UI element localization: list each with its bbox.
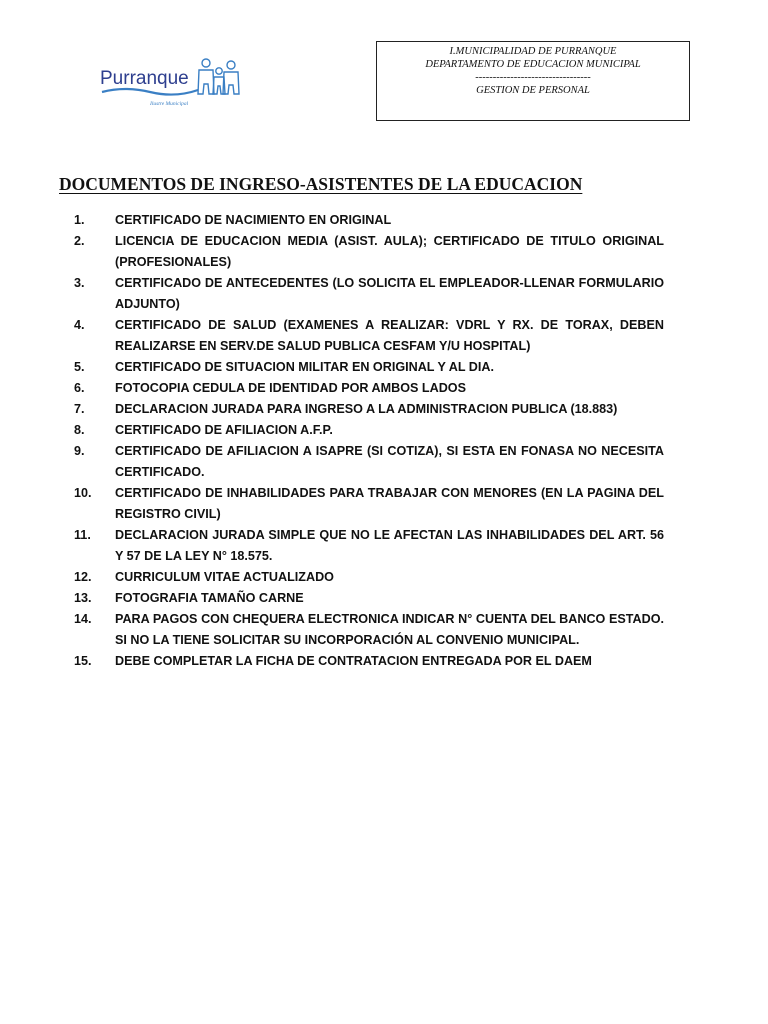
requirement-number: 13. xyxy=(74,591,92,605)
requirement-text: PARA PAGOS CON CHEQUERA ELECTRONICA INDICAR N° CUENTA DEL BANCO ESTADO. SI NO LA TIENE SOLICITAR SU INCORPORACIÓN AL CONVENIO MUNICIPAL. xyxy=(115,612,664,647)
requirement-item xyxy=(74,609,664,651)
requirement-item xyxy=(74,420,664,441)
requirement-number: 2. xyxy=(74,234,85,248)
header-separator: --------------------------------- xyxy=(475,72,591,83)
requirements-list xyxy=(74,210,664,672)
requirement-number: 1. xyxy=(74,213,85,227)
requirement-text: LICENCIA DE EDUCACION MEDIA (ASIST. AULA); CERTIFICADO DE TITULO ORIGINAL (PROFESIONALES) xyxy=(115,234,664,269)
logo-wave-icon xyxy=(102,89,198,95)
requirement-item xyxy=(74,483,664,525)
logo-tagline: Ilustre Municipal xyxy=(150,101,189,107)
requirement-text: FOTOGRAFIA TAMAÑO CARNE xyxy=(115,591,304,605)
requirement-text: DECLARACION JURADA PARA INGRESO A LA ADMINISTRACION PUBLICA (18.883) xyxy=(115,402,618,416)
requirement-item xyxy=(74,210,664,231)
requirement-item xyxy=(74,651,664,672)
requirement-number: 15. xyxy=(74,654,92,668)
document-title: DOCUMENTOS DE INGRESO-ASISTENTES DE LA EDUCACION xyxy=(59,174,583,194)
requirement-text: CERTIFICADO DE NACIMIENTO EN ORIGINAL xyxy=(115,213,392,227)
requirement-number: 12. xyxy=(74,570,92,584)
requirement-text: CURRICULUM VITAE ACTUALIZADO xyxy=(115,570,334,584)
requirement-number: 10. xyxy=(74,486,92,500)
requirement-item xyxy=(74,378,664,399)
requirement-item xyxy=(74,588,664,609)
requirement-text: CERTIFICADO DE AFILIACION A.F.P. xyxy=(115,423,333,437)
requirement-item xyxy=(74,525,664,567)
requirement-text: CERTIFICADO DE SITUACION MILITAR EN ORIGINAL Y AL DIA. xyxy=(115,360,494,374)
requirement-number: 3. xyxy=(74,276,85,290)
requirement-number: 6. xyxy=(74,381,85,395)
municipality-logo xyxy=(100,54,250,118)
requirement-item xyxy=(74,357,664,378)
municipality-name: I.MUNICIPALIDAD DE PURRANQUE xyxy=(449,46,617,57)
requirement-number: 9. xyxy=(74,444,85,458)
requirement-number: 5. xyxy=(74,360,85,374)
requirement-item xyxy=(74,441,664,483)
requirement-item xyxy=(74,399,664,420)
section-name: GESTION DE PERSONAL xyxy=(476,85,590,96)
requirement-item xyxy=(74,231,664,273)
requirement-text: DECLARACION JURADA SIMPLE QUE NO LE AFECTAN LAS INHABILIDADES DEL ART. 56 Y 57 DE LA LEY N° 18.575. xyxy=(115,528,664,563)
requirement-text: CERTIFICADO DE INHABILIDADES PARA TRABAJAR CON MENORES (EN LA PAGINA DEL REGISTRO CIVIL) xyxy=(115,486,664,521)
requirement-text: DEBE COMPLETAR LA FICHA DE CONTRATACION ENTREGADA POR EL DAEM xyxy=(115,654,592,668)
requirement-number: 14. xyxy=(74,612,92,626)
department-name: DEPARTAMENTO DE EDUCACION MUNICIPAL xyxy=(425,59,641,70)
requirement-text: CERTIFICADO DE AFILIACION A ISAPRE (SI COTIZA), SI ESTA EN FONASA NO NECESITA CERTIFICADO. xyxy=(115,444,664,479)
requirement-item xyxy=(74,273,664,315)
purranque-logo-graphic xyxy=(100,54,250,118)
requirement-item xyxy=(74,315,664,357)
requirement-number: 4. xyxy=(74,318,85,332)
requirement-number: 7. xyxy=(74,402,85,416)
department-header-box xyxy=(376,41,690,121)
requirement-item xyxy=(74,567,664,588)
requirement-text: CERTIFICADO DE ANTECEDENTES (LO SOLICITA EL EMPLEADOR-LLENAR FORMULARIO ADJUNTO) xyxy=(115,276,664,311)
family-figures-icon xyxy=(198,59,239,94)
requirement-number: 11. xyxy=(74,528,91,542)
requirement-text: CERTIFICADO DE SALUD (EXAMENES A REALIZAR: VDRL Y RX. DE TORAX, DEBEN REALIZARSE EN SERV.DE SALUD PUBLICA CESFAM Y/U HOSPITAL) xyxy=(115,318,664,353)
requirement-number: 8. xyxy=(74,423,85,437)
logo-name: Purranque xyxy=(100,68,189,89)
requirement-text: FOTOCOPIA CEDULA DE IDENTIDAD POR AMBOS LADOS xyxy=(115,381,467,395)
